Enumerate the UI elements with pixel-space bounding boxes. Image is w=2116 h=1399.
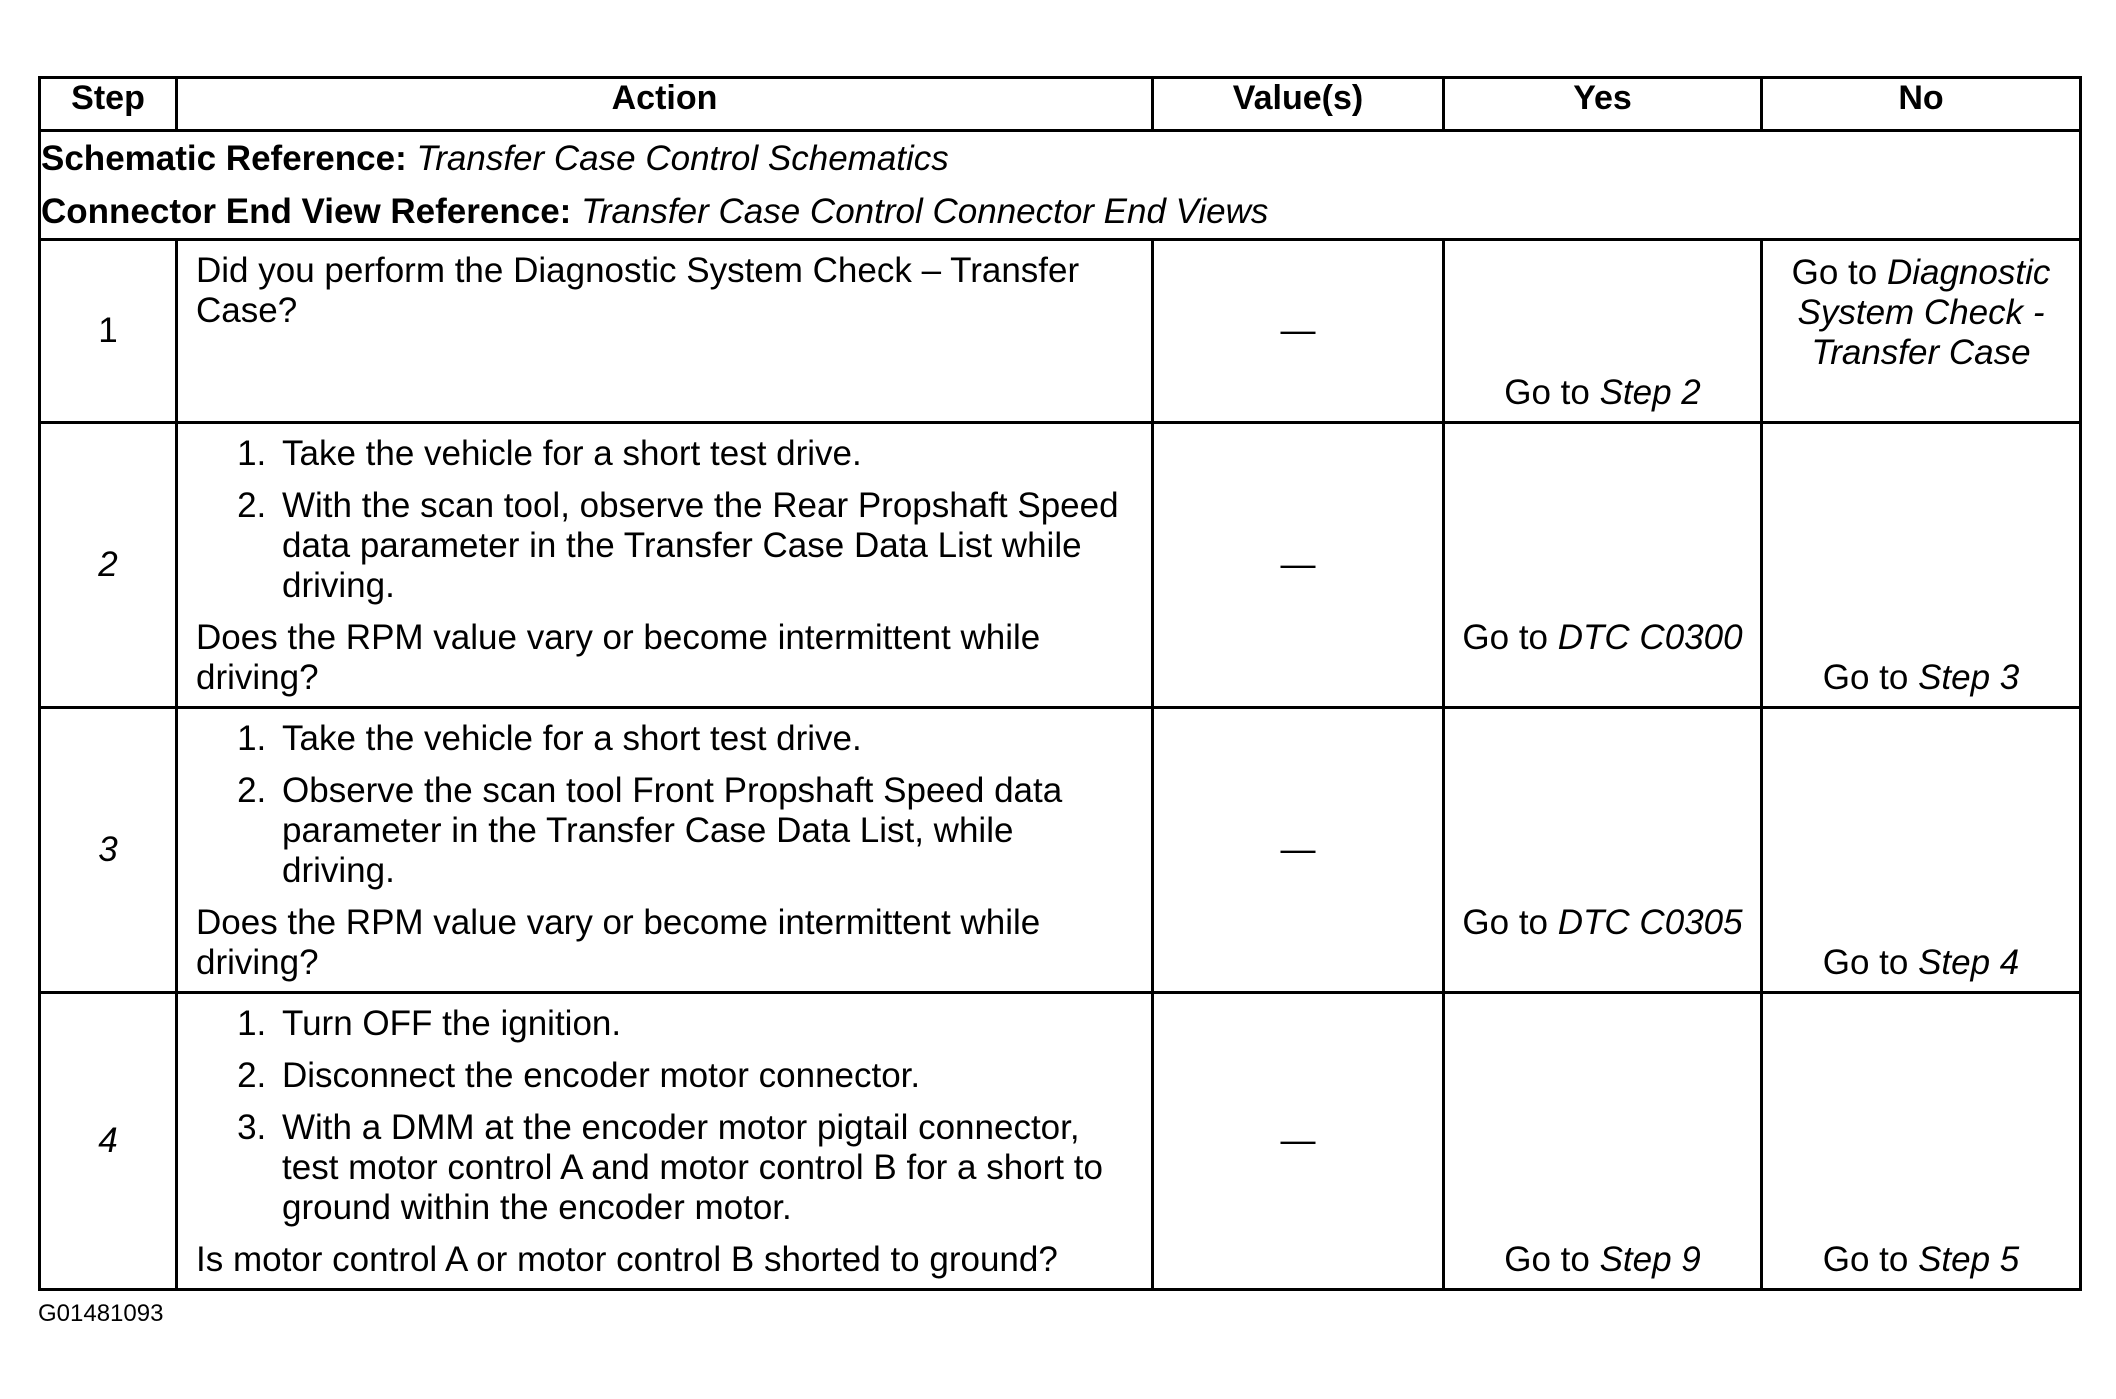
action-cell — [177, 708, 1153, 993]
value-cell: — — [1153, 993, 1444, 1290]
action-item: 3. With a DMM at the encoder motor pigtail connector, test motor control A and motor control B for a short to ground within the encoder motor. — [276, 1108, 1133, 1228]
header-action: Action — [177, 78, 1153, 131]
connector-reference-label: Connector End View Reference: — [41, 192, 572, 231]
goto-ref: Step 4 — [1918, 943, 2020, 982]
action-question: Does the RPM value vary or become intermittent while driving? — [196, 618, 1041, 697]
figure-id: G01481093 — [38, 1300, 164, 1327]
goto-ref: Step 3 — [1918, 658, 2020, 697]
yes-cell — [1444, 708, 1762, 993]
table-row — [40, 240, 2081, 423]
goto-ref-line1: Diagnostic — [1886, 253, 2051, 292]
goto-ref-line2: System Check - — [1797, 293, 2045, 332]
no-cell — [1762, 240, 2081, 423]
yes-cell — [1444, 240, 1762, 423]
goto-ref: Step 5 — [1918, 1240, 2020, 1279]
goto-ref: DTC C0305 — [1557, 903, 1743, 942]
goto-prefix: Go to — [1504, 1240, 1590, 1279]
action-item: 1. Take the vehicle for a short test drive. — [276, 719, 1133, 759]
schematic-reference-label: Schematic Reference: — [41, 139, 407, 178]
schematic-reference-link[interactable]: Transfer Case Control Schematics — [416, 139, 949, 178]
table-row — [40, 993, 2081, 1290]
no-cell — [1762, 708, 2081, 993]
schematic-reference — [41, 132, 2079, 185]
action-item: 2. Observe the scan tool Front Propshaft Speed data parameter in the Transfer Case Data List, while driving. — [276, 771, 1133, 891]
goto-prefix: Go to — [1822, 1240, 1909, 1279]
connector-reference — [41, 185, 2079, 238]
yes-goto[interactable] — [1445, 903, 1760, 943]
header-yes: Yes — [1444, 78, 1762, 131]
yes-goto[interactable] — [1445, 618, 1760, 658]
yes-cell — [1444, 993, 1762, 1290]
no-cell — [1762, 423, 2081, 708]
action-cell — [177, 993, 1153, 1290]
goto-ref: Step 9 — [1599, 1240, 1701, 1279]
action-list — [196, 1004, 1133, 1228]
yes-cell — [1444, 423, 1762, 708]
action-question: Does the RPM value vary or become intermittent while driving? — [196, 903, 1041, 982]
header-row — [40, 78, 2081, 131]
no-goto[interactable] — [1763, 658, 2079, 698]
no-goto[interactable] — [1763, 943, 2079, 983]
goto-ref-line3: Transfer Case — [1811, 333, 2031, 372]
step-number: 3 — [40, 708, 177, 993]
goto-prefix: Go to — [1791, 253, 1878, 292]
yes-goto[interactable] — [1445, 1240, 1760, 1280]
no-cell — [1762, 993, 2081, 1290]
header-values: Value(s) — [1153, 78, 1444, 131]
value-cell: — — [1153, 708, 1444, 993]
step-number: 2 — [40, 423, 177, 708]
reference-row — [40, 131, 2081, 240]
reference-cell — [40, 131, 2081, 240]
step-number: 1 — [40, 240, 177, 423]
no-goto[interactable] — [1763, 1240, 2079, 1280]
goto-prefix: Go to — [1504, 373, 1590, 412]
action-cell — [177, 423, 1153, 708]
goto-ref: DTC C0300 — [1557, 618, 1743, 657]
goto-prefix: Go to — [1462, 618, 1549, 657]
yes-goto[interactable] — [1445, 373, 1760, 413]
action-item: 1. Take the vehicle for a short test drive. — [276, 434, 1133, 474]
table-row — [40, 423, 2081, 708]
action-question: Is motor control A or motor control B shorted to ground? — [196, 1240, 1058, 1279]
action-list — [196, 719, 1133, 891]
goto-prefix: Go to — [1822, 943, 1909, 982]
header-no: No — [1762, 78, 2081, 131]
goto-prefix: Go to — [1822, 658, 1909, 697]
table-row — [40, 708, 2081, 993]
action-question: Did you perform the Diagnostic System Check – Transfer Case? — [196, 251, 1080, 330]
diagnostic-table — [38, 76, 2082, 1291]
action-list — [196, 434, 1133, 606]
value-cell: — — [1153, 423, 1444, 708]
connector-reference-link[interactable]: Transfer Case Control Connector End Views — [581, 192, 1269, 231]
goto-prefix: Go to — [1462, 903, 1549, 942]
step-number: 4 — [40, 993, 177, 1290]
goto-ref: Step 2 — [1599, 373, 1701, 412]
action-cell — [177, 240, 1153, 423]
action-item: 1. Turn OFF the ignition. — [276, 1004, 1133, 1044]
action-item: 2. Disconnect the encoder motor connector. — [276, 1056, 1133, 1096]
value-cell: — — [1153, 240, 1444, 423]
action-item: 2. With the scan tool, observe the Rear Propshaft Speed data parameter in the Transfer Case Data List while driving. — [276, 486, 1133, 606]
header-step: Step — [40, 78, 177, 131]
no-goto[interactable] — [1769, 253, 2073, 373]
